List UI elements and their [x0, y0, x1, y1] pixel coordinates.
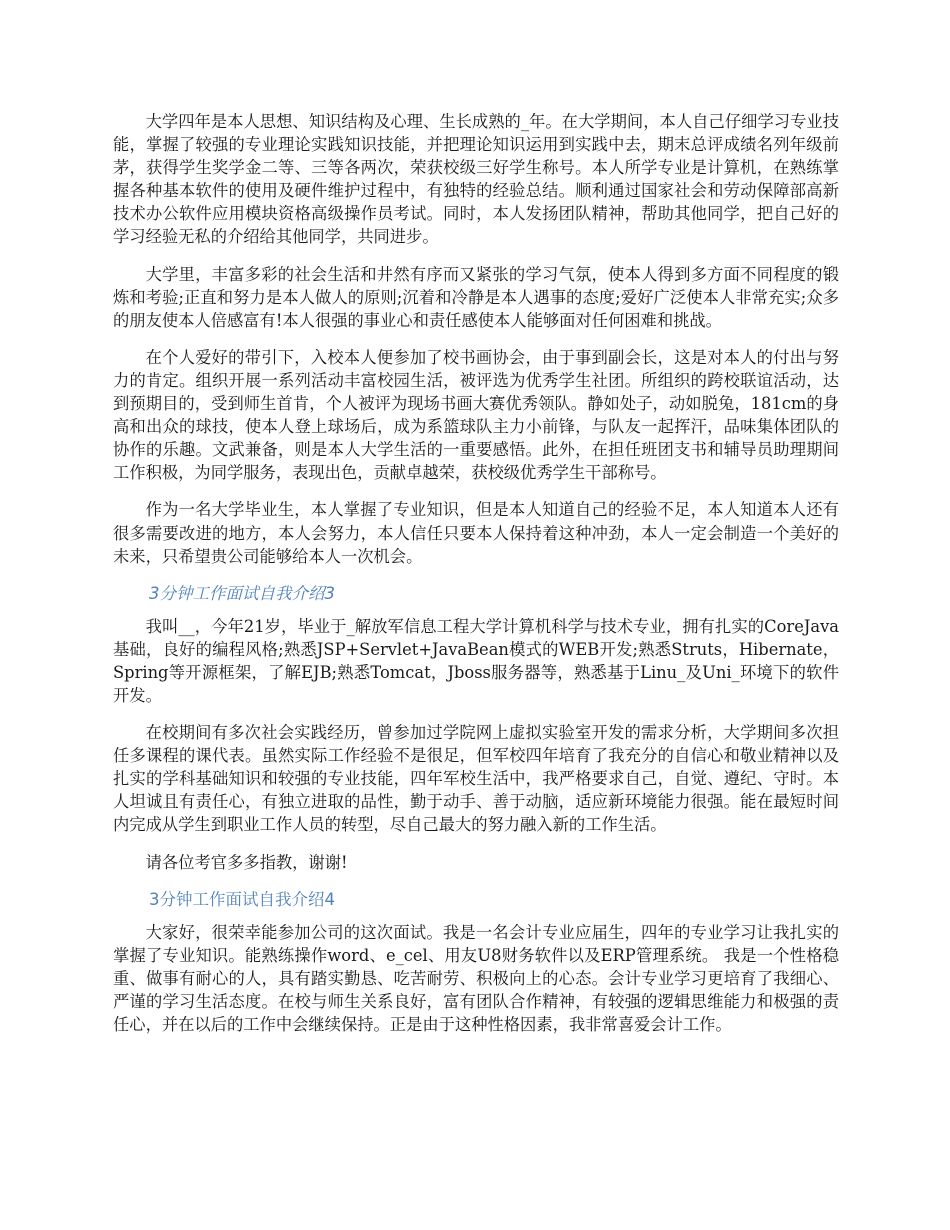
- paragraph-1: 大学四年是本人思想、知识结构及心理、生长成熟的_年。在大学期间，本人自己仔细学习专业技能，掌握了较强的专业理论实践知识技能，并把理论知识运用到实践中去，期末总评成绩名列年级前茅，获得学生奖学金二等、三等各两次，荣获校级三好学生称号。本人所学专业是计算机，在熟练掌握各种基本软件的使用及硬件维护过程中，有独特的经验总结。顺利通过国家社会和劳动保障部高新技术办公软件应用模块资格高级操作员考试。同时，本人发扬团队精神，帮助其他同学，把自己好的学习经验无私的介绍给其他同学，共同进步。: [113, 112, 839, 247]
- paragraph-6: 在校期间有多次社会实践经历，曾参加过学院网上虚拟实验室开发的需求分析，大学期间多次担任多课程的课代表。虽然实际工作经验不是很足，但军校四年培育了我充分的自信心和敬业精神以及扎实的学科基础知识和较强的专业技能，四年军校生活中，我严格要求自己，自觉、遵纪、守时。本人坦诚且有责任心，有独立进取的品性，勤于动手、善于动脑，适应新环境能力很强。能在最短时间内完成从学生到职业工作人员的转型，尽自己最大的努力融入新的工作生活。: [113, 723, 839, 835]
- paragraph-3: 在个人爱好的带引下，入校本人便参加了校书画协会，由于事到副会长，这是对本人的付出与努力的肯定。组织开展一系列活动丰富校园生活，被评选为优秀学生社团。所组织的跨校联谊活动，达到预期目的，受到师生首肯，个人被评为现场书画大赛优秀领队。静如处子，动如脱兔，181cm的身高和出众的球技，使本人登上球场后，成为系篮球队主力小前锋，与队友一起挥汗，品味集体团队的协作的乐趣。文武兼备，则是本人大学生活的一重要感悟。此外，在担任班团支书和辅导员助理期间工作积极，为同学服务，表现出色，贡献卓越荣，获校级优秀学生干部称号。: [113, 347, 839, 483]
- document-page: [113, 110, 839, 1050]
- paragraph-7: 请各位考官多多指教，谢谢!: [145, 852, 348, 872]
- paragraph-5: 我叫__，今年21岁，毕业于_解放军信息工程大学计算机科学与技术专业，拥有扎实的CoreJava基础，良好的编程风格;熟悉JSP+Servlet+JavaBean模式的WEB开发;熟悉Struts，Hibernate，Spring等开源框架，了解EJB;熟悉Tomcat，Jboss服务器等，熟悉基于Linu_及Uni_环境下的软件开发。: [113, 616, 839, 705]
- section-heading-3: 3分钟工作面试自我介绍3: [149, 583, 335, 603]
- section-heading-4: 3分钟工作面试自我介绍4: [149, 889, 335, 909]
- paragraph-4: 作为一名大学毕业生，本人掌握了专业知识，但是本人知道自己的经验不足，本人知道本人还有很多需要改进的地方，本人会努力，本人信任只要本人保持着这种冲劲，本人一定会制造一个美好的未来，只希望贵公司能够给本人一次机会。: [113, 500, 839, 566]
- paragraph-8: 大家好，很荣幸能参加公司的这次面试。我是一名会计专业应届生，四年的专业学习让我扎实的掌握了专业知识。能熟练操作word、e_cel、用友U8财务软件以及ERP管理系统。 我是一个性格稳重、做事有耐心的人，具有踏实勤恳、吃苦耐劳、积极向上的心态。会计专业学习更培育了我细心、严谨的学习生活态度。在校与师生关系良好，富有团队合作精神，有较强的逻辑思维能力和极强的责任心，并在以后的工作中会继续保持。正是由于这种性格因素，我非常喜爱会计工作。: [113, 922, 839, 1034]
- paragraph-2: 大学里，丰富多彩的社会生活和井然有序而又紧张的学习气氛，使本人得到多方面不同程度的锻炼和考验;正直和努力是本人做人的原则;沉着和冷静是本人遇事的态度;爱好广泛使本人非常充实;众多的朋友使本人倍感富有!本人很强的事业心和责任感使本人能够面对任何困难和挑战。: [113, 264, 839, 330]
